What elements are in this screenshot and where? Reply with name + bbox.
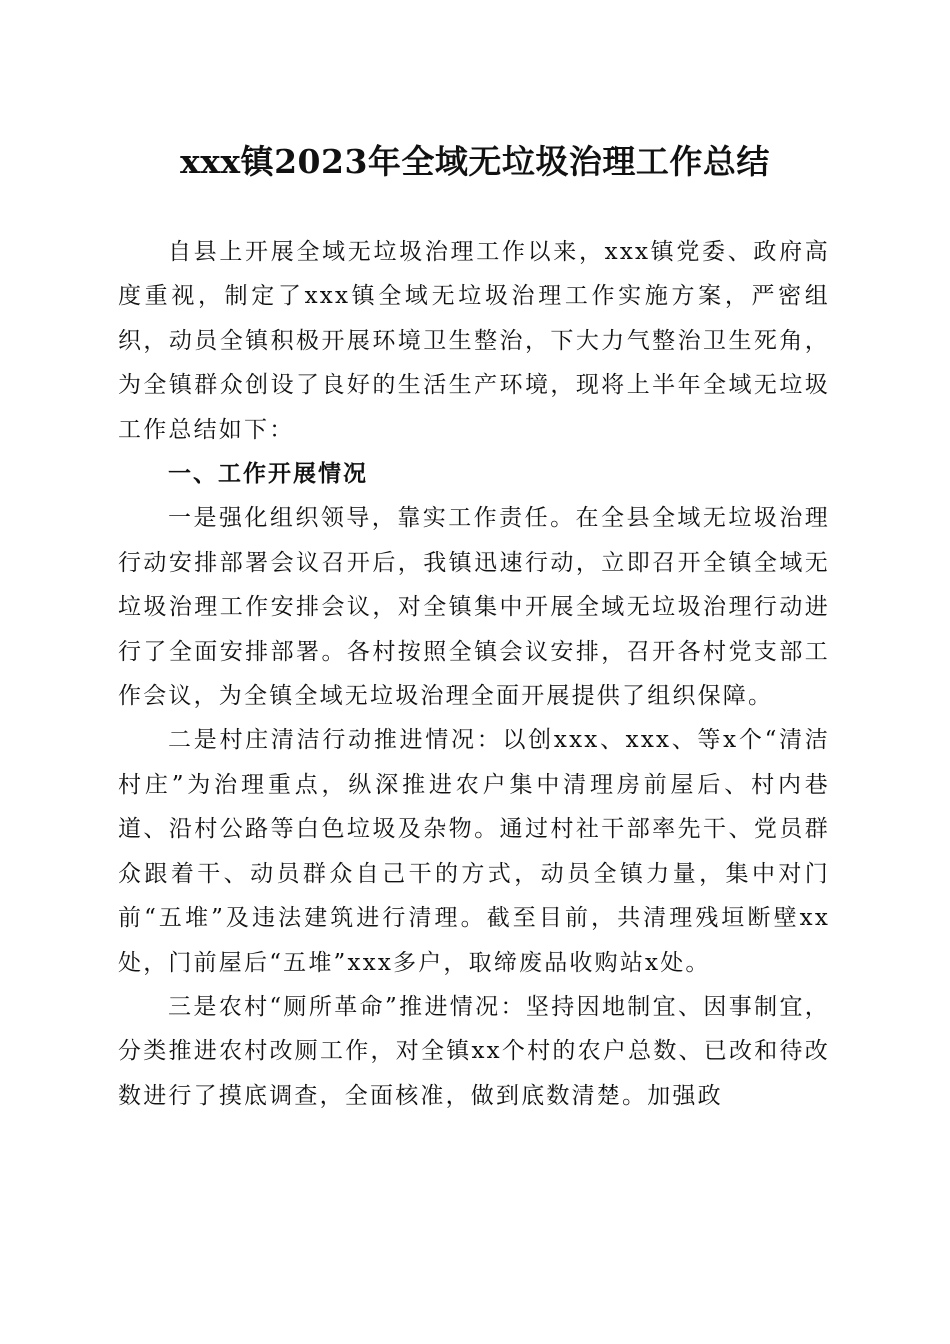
paragraph-toilet-revolution: 三是农村“厕所革命”推进情况：坚持因地制宜、因事制宜，分类推进农村改厕工作，对全镇xx个村的农户总数、已改和待改数进行了摸底调查，全面核准，做到底数清楚。加强政 <box>118 993 830 1109</box>
intro-paragraph: 自县上开展全域无垃圾治理工作以来，xxx镇党委、政府高度重视，制定了xxx镇全域无垃圾治理工作实施方案，严密组织，动员全镇积极开展环境卫生整治，下大力气整治卫生死角，为全镇群众创设了良好的生活生产环境，现将上半年全域无垃圾工作总结如下： <box>118 239 830 443</box>
section-heading: 一、工作开展情况 <box>168 461 368 488</box>
paragraph-organization: 一是强化组织领导，靠实工作责任。在全县全域无垃圾治理行动安排部署会议召开后，我镇迅速行动，立即召开全镇全域无垃圾治理工作安排会议，对全镇集中开展全域无垃圾治理行动进行了全面安排部署。各村按照全镇会议安排，召开各村党支部工作会议，为全镇全域无垃圾治理全面开展提供了组织保障。 <box>118 505 830 710</box>
document-title: xxx镇2023年全域无垃圾治理工作总结 <box>180 142 770 181</box>
document-body <box>118 230 830 1118</box>
paragraph-village-cleaning: 二是村庄清洁行动推进情况：以创xxx、xxx、等x个“清洁村庄”为治理重点，纵深推进农户集中清理房前屋后、村内巷道、沿村公路等白色垃圾及杂物。通过村社干部率先干、党员群众跟着干、动员群众自己干的方式，动员全镇力量，集中对门前“五堆”及违法建筑进行清理。截至目前，共清理残垣断壁xx处，门前屋后“五堆”xxx多户，取缔废品收购站x处。 <box>118 727 830 976</box>
